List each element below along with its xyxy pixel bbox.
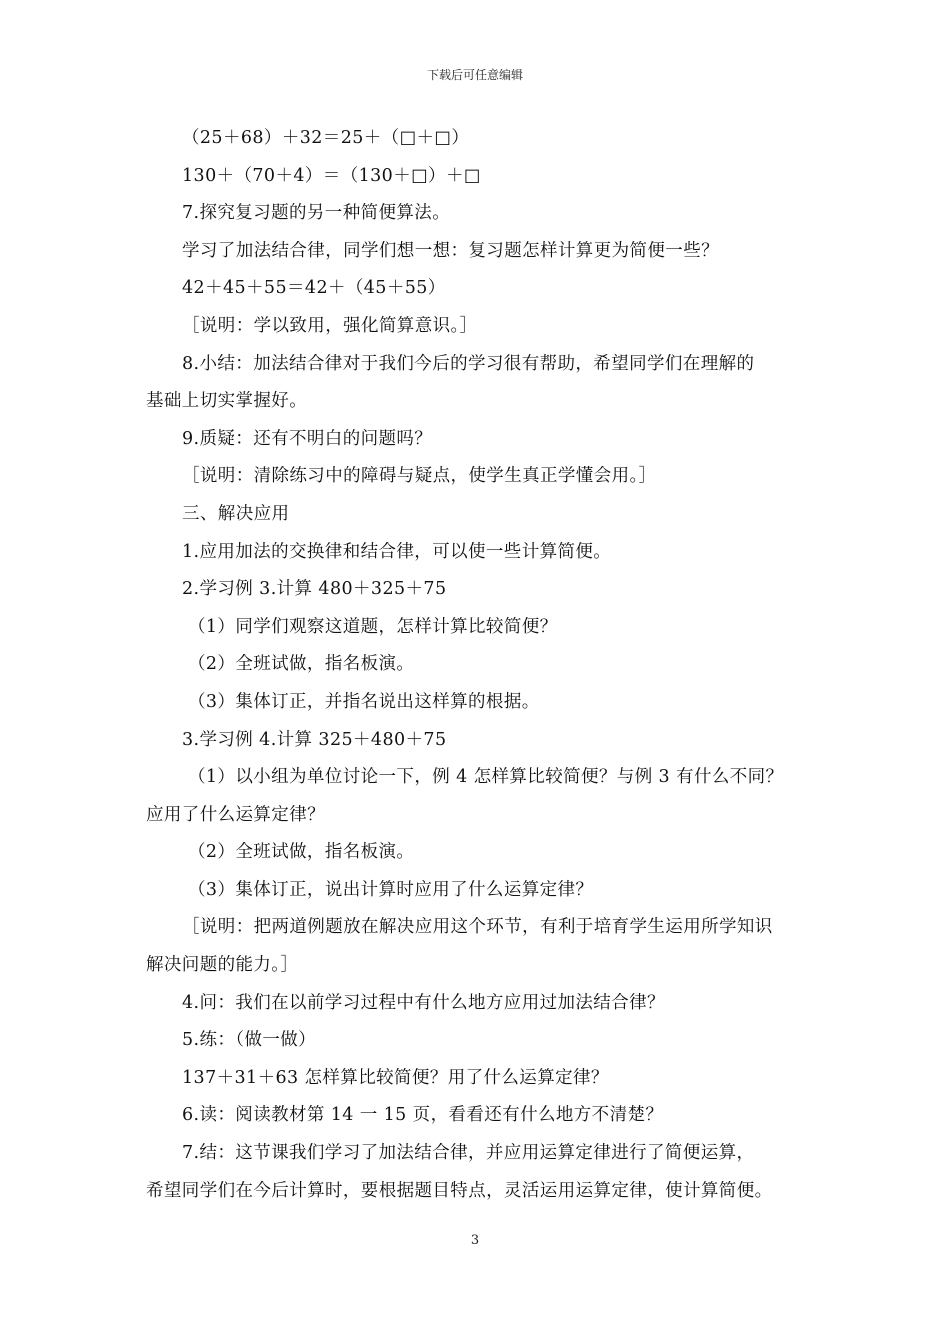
page-number: 3 [470,1233,480,1248]
text-line: （25＋68）＋32＝25＋（□＋□） [182,128,470,148]
text-line: ［说明：清除练习中的障碍与疑点，使学生真正学懂会用。］ [182,466,657,487]
text-line: （2）全班试做，指名板演。 [188,654,415,675]
page-header: 下载后可任意编辑 [426,68,523,82]
text-line: 8.小结：加法结合律对于我们今后的学习很有帮助，希望同学们在理解的 [182,353,755,374]
text-line: 6.读：阅读教材第 14 一 15 页，看看还有什么地方不清楚？ [182,1105,664,1126]
text-line: （1）以小组为单位讨论一下，例 4 怎样算比较简便？与例 3 有什么不同？ [188,767,784,788]
text-line: 7.探究复习题的另一种简便算法。 [182,203,451,224]
text-line: 解决问题的能力。］ [146,955,299,976]
text-line: （1）同学们观察这道题，怎样计算比较简便？ [188,616,558,637]
text-line: （3）集体订正，并指名说出这样算的根据。 [188,691,540,712]
text-line: 2.学习例 3.计算 480＋325＋75 [182,579,447,600]
text-line: 学习了加法结合律，同学们想一想：复习题怎样计算更为简便一些？ [182,240,719,261]
text-line: 应用了什么运算定律？ [146,804,325,825]
text-line: 42＋45＋55＝42＋（45＋55） [182,278,446,299]
text-line: ［说明：学以致用，强化简算意识。］ [182,315,478,336]
text-line: 137＋31＋63 怎样算比较简便？用了什么运算定律？ [182,1067,609,1088]
text-line: 1.应用加法的交换律和结合律，可以使一些计算简便。 [182,541,612,562]
text-line: 希望同学们在今后计算时，要根据题目特点，灵活运用运算定律，使计算简便。 [146,1180,773,1201]
text-line: 4.问：我们在以前学习过程中有什么地方应用过加法结合律？ [182,992,665,1013]
text-line: 9.质疑：还有不明白的问题吗？ [182,428,433,449]
text-line: 基础上切实掌握好。 [146,391,308,412]
text-line: 5.练：（做一做） [182,1030,317,1051]
section-heading: 三、解决应用 [182,503,290,524]
text-line: ［说明：把两道例题放在解决应用这个环节，有利于培育学生运用所学知识 [182,917,773,938]
text-line: 130＋（70＋4）＝（130＋□）＋□ [182,165,481,186]
text-line: （2）全班试做，指名板演。 [188,842,415,863]
text-line: 7.结：这节课我们学习了加法结合律，并应用运算定律进行了简便运算， [182,1143,755,1164]
text-line: （3）集体订正，说出计算时应用了什么运算定律？ [188,879,594,900]
document-body [146,120,826,1210]
text-line: 3.学习例 4.计算 325＋480＋75 [182,729,447,750]
